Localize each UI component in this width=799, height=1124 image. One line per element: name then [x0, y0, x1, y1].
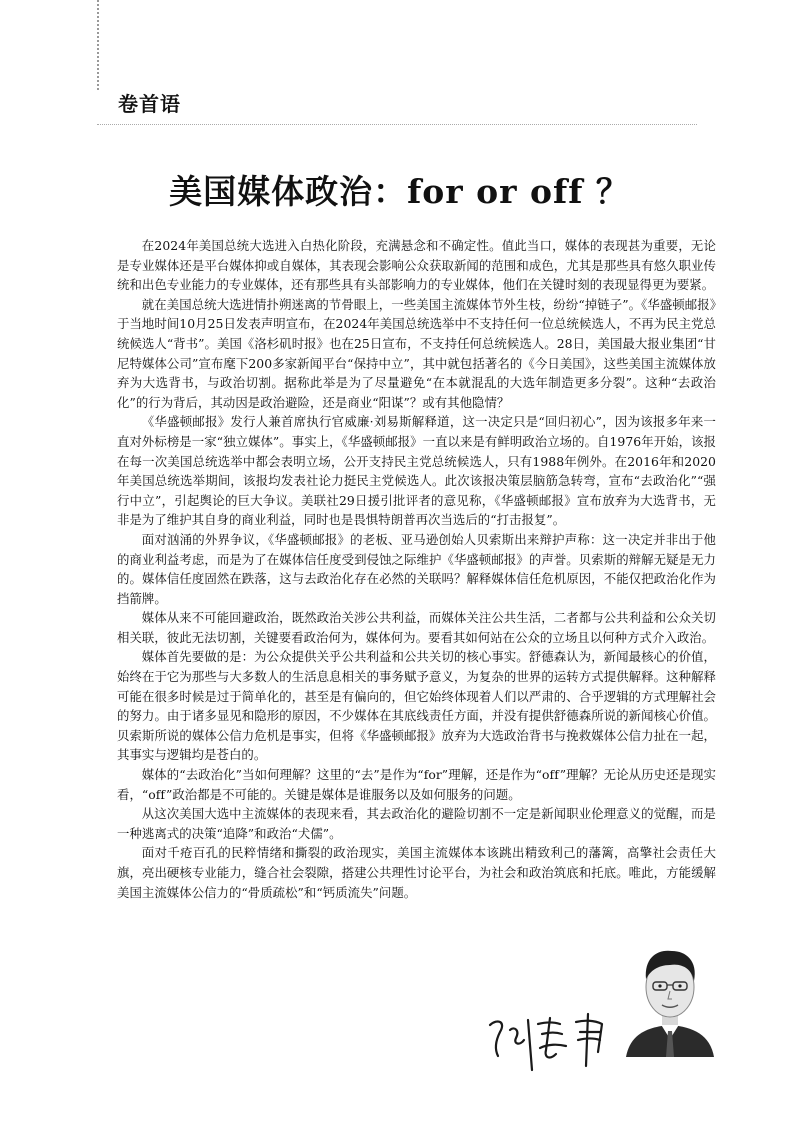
paragraph: 面对汹涌的外界争议，《华盛顿邮报》的老板、亚马逊创始人贝索斯出来辩护声称：这一决定并非出于他的商业利益考虑，而是为了在媒体信任度受到侵蚀之际维护《华盛顿邮报》的声誉。贝索斯的辩解无疑是无力的。媒体信任度固然在跌落，这与去政治化存在必然的关联吗？解释媒体信任危机原因，不能仅把政治化作为挡箭牌。: [117, 531, 716, 606]
paragraph: 媒体从来不可能回避政治，既然政治关涉公共利益，而媒体关注公共生活，二者都与公共利益和公众关切相关联，彼此无法切割，关键要看政治何为，媒体何为。要看其如何站在公众的立场且以何种方式介入政治。: [117, 610, 716, 645]
paragraph: 在2024年美国总统大选进入白热化阶段，充满悬念和不确定性。值此当口，媒体的表现甚为重要，无论是专业媒体还是平台媒体抑或自媒体，其表现会影响公众获取新闻的范围和成色，尤其是那些具有悠久职业传统和出色专业能力的专业媒体，还有那些具有头部影响力的专业媒体，他们在关键时刻的表现显得更为要紧。: [117, 238, 716, 293]
paragraph: 媒体首先要做的是：为公众提供关乎公共利益和公共关切的核心事实。舒德森认为，新闻最核心的价值，始终在于它为那些与大多数人的生活息息相关的事务赋予意义，为复杂的世界的运转方式提供解释。这种解释可能在很多时候是过于简单化的，甚至是有偏向的，但它始终体现着人们以严肃的、合乎逻辑的方式理解社会的努力。由于诸多显见和隐形的原因，不少媒体在其底线责任方面，并没有提供舒德森所说的新闻核心价值。贝索斯所说的媒体公信力危机是事实，但将《华盛顿邮报》放弃为大选政治背书与挽救媒体公信力扯在一起，其事实与逻辑均是苍白的。: [117, 649, 716, 763]
section-label: 卷首语: [118, 92, 181, 116]
paragraph: 《华盛顿邮报》发行人兼首席执行官威廉·刘易斯解释道，这一决定只是“回归初心”，因为该报多年来一直对外标榜是一家“独立媒体”。事实上，《华盛顿邮报》一直以来是有鲜明政治立场的。自1976年开始，该报在每一次美国总统选举中都会表明立场，公开支持民主党总统候选人，只有1988年例外。在2016年和2020年美国总统选举期间，该报均发表社论力挺民主党候选人。此次该报决策层脑筋急转弯，宣布“去政治化”“强行中立”，引起舆论的巨大争议。美联社29日援引批评者的意见称，《华盛顿邮报》宣布放弃为大选背书，无非是为了维护其自身的商业利益，同时也是畏惧特朗普再次当选后的“打击报复”。: [117, 414, 716, 528]
author-signature: [480, 1000, 630, 1080]
section-divider: [97, 124, 697, 125]
paragraph: 媒体的“去政治化”当如何理解？这里的“去”是作为“for”理解，还是作为“off”理解？无论从历史还是现实看，“off”政治都是不可能的。关键是媒体是谁服务以及如何服务的问题。: [117, 767, 716, 802]
margin-dotted-rule: [97, 0, 99, 90]
article-title: 美国媒体政治：for or off ？: [169, 172, 630, 211]
paragraph: 面对千疮百孔的民粹情绪和撕裂的政治现实，美国主流媒体本该跳出精致利己的藩篱，高擎社会责任大旗，亮出硬核专业能力，缝合社会裂隙，搭建公共理性讨论平台，为社会和政治筑底和托底。唯此，方能缓解美国主流媒体公信力的“骨质疏松”和“钙质流失”问题。: [117, 845, 716, 900]
paragraph: 就在美国总统大选进情扑朔迷离的节骨眼上，一些美国主流媒体节外生枝，纷纷“掉链子”。《华盛顿邮报》于当地时间10月25日发表声明宣布，在2024年美国总统选举中不支持任何一位总统候选人，不再为民主党总统候选人“背书”。美国《洛杉矶时报》也在25日宣布，不支持任何总统候选人。28日，美国最大报业集团“甘尼特媒体公司”宣布麾下200多家新闻平台“保持中立”，其中就包括著名的《今日美国》，这些美国主流媒体放弃为大选背书，与政治切割。据称此举是为了尽量避免“在本就混乱的大选年制造更多分裂”。这种“去政治化”的行为背后，其动因是政治避险，还是商业“阳谋”？或有其他隐情？: [117, 296, 716, 410]
paragraph: 从这次美国大选中主流媒体的表现来看，其去政治化的避险切割不一定是新闻职业伦理意义的觉醒，而是一种逃离式的决策“追降”和政治“犬儒”。: [117, 806, 716, 841]
author-portrait: [622, 935, 718, 1057]
article-body: [117, 236, 716, 902]
